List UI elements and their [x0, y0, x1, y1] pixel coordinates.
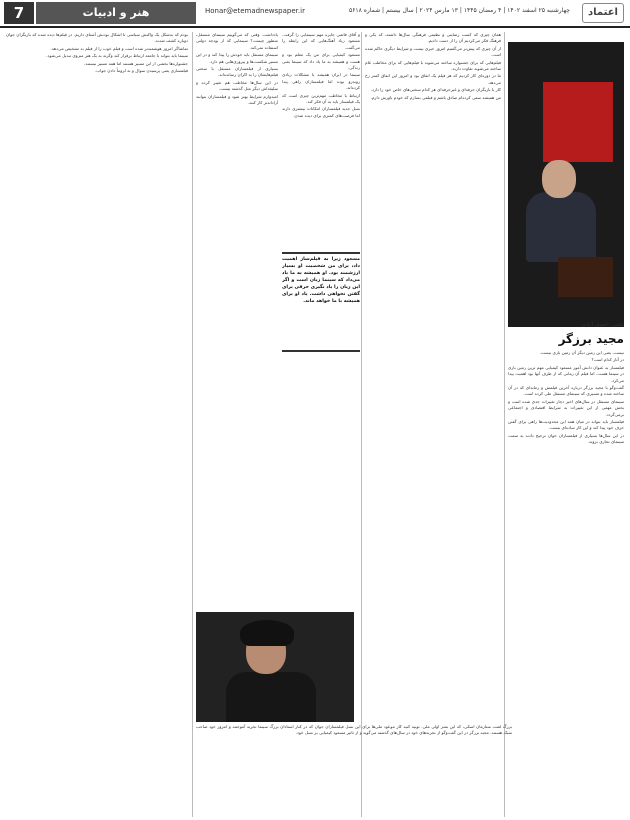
column-4-paragraph: در این سال‌ها مخاطب هم تغییر کرده و سلیقه‌اش دیگر مثل گذشته نیست. — [196, 79, 278, 92]
column-3-paragraph: مسعود کیمیایی برای من یک معلم بود و هست و همیشه به ما یاد داد که سینما یعنی زندگی. — [282, 52, 360, 71]
photo-credit: عکس: احسان آزادی — [581, 322, 624, 328]
dateline: چهارشنبه ۲۵ اسفند ۱۴۰۲ | ۴ رمضان ۱۴۴۵ | ۱۳ مارس ۲۰۲۴ | سال بیستم | شماره ۵۶۱۸ — [348, 7, 570, 14]
article-column-5 — [6, 32, 188, 817]
pull-quote: مسعود زیرا به فیلم‌ساز اهمیت داد، برای من شخصیت او بسیار ارزشمند بود. او همیشه به ما یاد می‌داد که سینما زبان است و اگر این زبان را یاد نگیری حرفی برای گفتن نخواهی داشت. یاد او برای همیشه با ما خواهد ماند. — [282, 252, 360, 352]
column-divider — [504, 32, 505, 817]
column-4-paragraph: یادداشت. وقتی که می‌گوییم سینمای مستقل، منظور چیست؟ سینمایی که از بودجه دولتی استفاده نمی‌کند. — [196, 32, 278, 50]
column-4-paragraph: امیدوارم شرایط بهتر شود و فیلمسازان بتوانند آزادانه‌تر کار کنند. — [196, 93, 278, 106]
section-email: Honar@etemadnewspaper.ir — [205, 7, 305, 15]
photo-backdrop — [543, 82, 613, 162]
column-5-paragraph: جشنواره‌ها بخشی از این مسیر هستند اما همه مسیر نیستند. — [84, 60, 188, 66]
inset-figure-body — [226, 672, 316, 722]
column-3-paragraph: سینما در ایران همیشه با مشکلات زیادی روبه‌رو بوده اما فیلمسازان راهی پیدا کرده‌اند. — [282, 72, 360, 91]
inset-figure-hair — [240, 620, 294, 646]
column-1-paragraph: فیلمساز باید بتواند در میان همه این محدودیت‌ها راهی برای گفتن حرف خود پیدا کند و این کار ساده‌ای نیست. — [508, 419, 624, 431]
column-1-paragraph: سینمای مستقل در سال‌های اخیر دچار تغییرات جدی شده است و بخش مهمی از این تغییرات به شرایط اقتصادی و اجتماعی برمی‌گردد. — [508, 398, 624, 417]
column-5-paragraph: بودم که به‌شکل یک واکنش سیاسی تا اشکال بودنش آشنای داریم. در فیلم‌ها دیده شده که بازیگران جوان دوباره کشف شدند. — [6, 32, 188, 44]
article-column-3 — [282, 32, 360, 247]
column-1-paragraph: در آثار کدام است؟ — [591, 357, 624, 363]
column-2-paragraph: کار با بازیگران حرفه‌ای و غیرحرفه‌ای هر کدام سختی‌های خاص خود را دارد. — [370, 87, 501, 93]
column-3-paragraph: ارتباط با مخاطب مهم‌ترین چیزی است که یک فیلمساز باید به آن فکر کند. — [282, 92, 360, 105]
portrait-photo — [508, 42, 624, 327]
column-2-paragraph: فیلم‌هایی که برای جشنواره ساخته می‌شوند با فیلم‌هایی که برای مخاطب عام ساخته می‌شوند تفاوت دارند. — [365, 59, 501, 72]
column-4-paragraph: سینمای مستقل باید خودش را پیدا کند و در این مسیر شکست‌ها و پیروزی‌هایی هم دارد. — [196, 52, 278, 64]
page-header — [0, 0, 630, 28]
column-2-paragraph: من همیشه سعی کرده‌ام صادق باشم و فیلمی بسازم که خودم باورش دارم. — [370, 94, 501, 100]
feature-title: مجید برزگر — [558, 332, 624, 346]
column-5-paragraph: فیلمسازی یعنی پرسیدن سوال و نه لزوماً دادن جواب. — [94, 68, 188, 74]
column-divider — [361, 32, 362, 817]
column-5-paragraph: تماشاگر امروز هوشمندتر شده است و فیلم خوب را از فیلم بد تشخیص می‌دهد. — [50, 45, 188, 51]
article-column-2 — [365, 32, 501, 817]
column-1-paragraph: گفت‌وگو با مجید برزگر درباره آخرین فیلمش و زمانه‌ای که در آن ساخته شده و مسیری که سینمای مستقل طی کرده است. — [508, 385, 624, 397]
column-3-paragraph: نسل جدید فیلمسازان امکانات بیشتری دارند اما فرصت‌های کمتری برای دیده شدن. — [282, 106, 360, 118]
column-4-paragraph: بسیاری از فیلمسازان مستقل با سختی فیلم‌هایشان را به اکران رسانده‌اند. — [196, 66, 278, 78]
page-number: 7 — [4, 2, 34, 24]
inset-photo — [196, 612, 354, 722]
photo-figure-head — [542, 160, 576, 198]
newspaper-logo: اعتماد — [582, 3, 624, 23]
section-title: هنر و ادبیات — [36, 2, 196, 24]
inset-photo-caption: بزرگ لعنت ستارمان اسکی، که این بشر اولی ملی. تونیه کنید کار موعود ملی‌ها برای این نسل فیلمسازان جوان که در کنار استادان بزرگ سینما تجربه آموختند و امروز خود صاحب سبک هستند. مجید برزگر در این گفت‌وگو از تجربه‌های خود در سال‌های گذشته می‌گوید و از تاثیر مسعود کیمیایی بر نسل خود. — [196, 724, 512, 736]
article-column-1 — [508, 350, 624, 815]
column-1-paragraph: در این سال‌ها بسیاری از فیلمسازان جوان ترجیح دادند به سمت سینمای تجاری بروند. — [508, 432, 624, 445]
column-3-paragraph: و آقای فاتمی جایزه مهم سینمایی را گرفت. مسعود زیاد آهنگ‌هایی که این رابطه را می‌گفت. — [282, 32, 360, 50]
photo-figure-body — [526, 192, 596, 262]
article-column-4 — [196, 32, 278, 607]
column-1-paragraph: نیست، یعنی این زمین دیگر آن زمین بازی نیست. — [539, 350, 624, 355]
column-divider — [192, 32, 193, 817]
column-1-paragraph: فیلمساز به عنوان دانش آموز مسعود کیمیایی مهم ترین زمین بازی در سینما هست. اما فیلم آن زمانی که از طرف آنها بود اهمیت پیدا می‌کرد. — [508, 364, 624, 383]
photo-chair — [558, 257, 613, 297]
column-2-paragraph: ما در دوره‌ای کار کردیم که هر فیلم یک اتفاق بود و امروز این اتفاق کمتر رخ می‌دهد. — [365, 73, 501, 85]
column-2-paragraph: همان چیزی که کسب رضایتی و نظیمی فرهنگی سال‌ها داشته، که یکی و فرهنگ فکر می‌کردیم آن را از دست دادیم. — [365, 32, 501, 44]
column-2-paragraph: از آن چیزی که پیش‌تر می‌گفتیم امروز خبری نیست و شرایط دیگری حاکم شده است. — [365, 45, 501, 58]
column-5-paragraph: سینما باید بتواند با جامعه ارتباط برقرار کند وگرنه به یک هنر منزوی تبدیل می‌شود. — [46, 53, 188, 59]
